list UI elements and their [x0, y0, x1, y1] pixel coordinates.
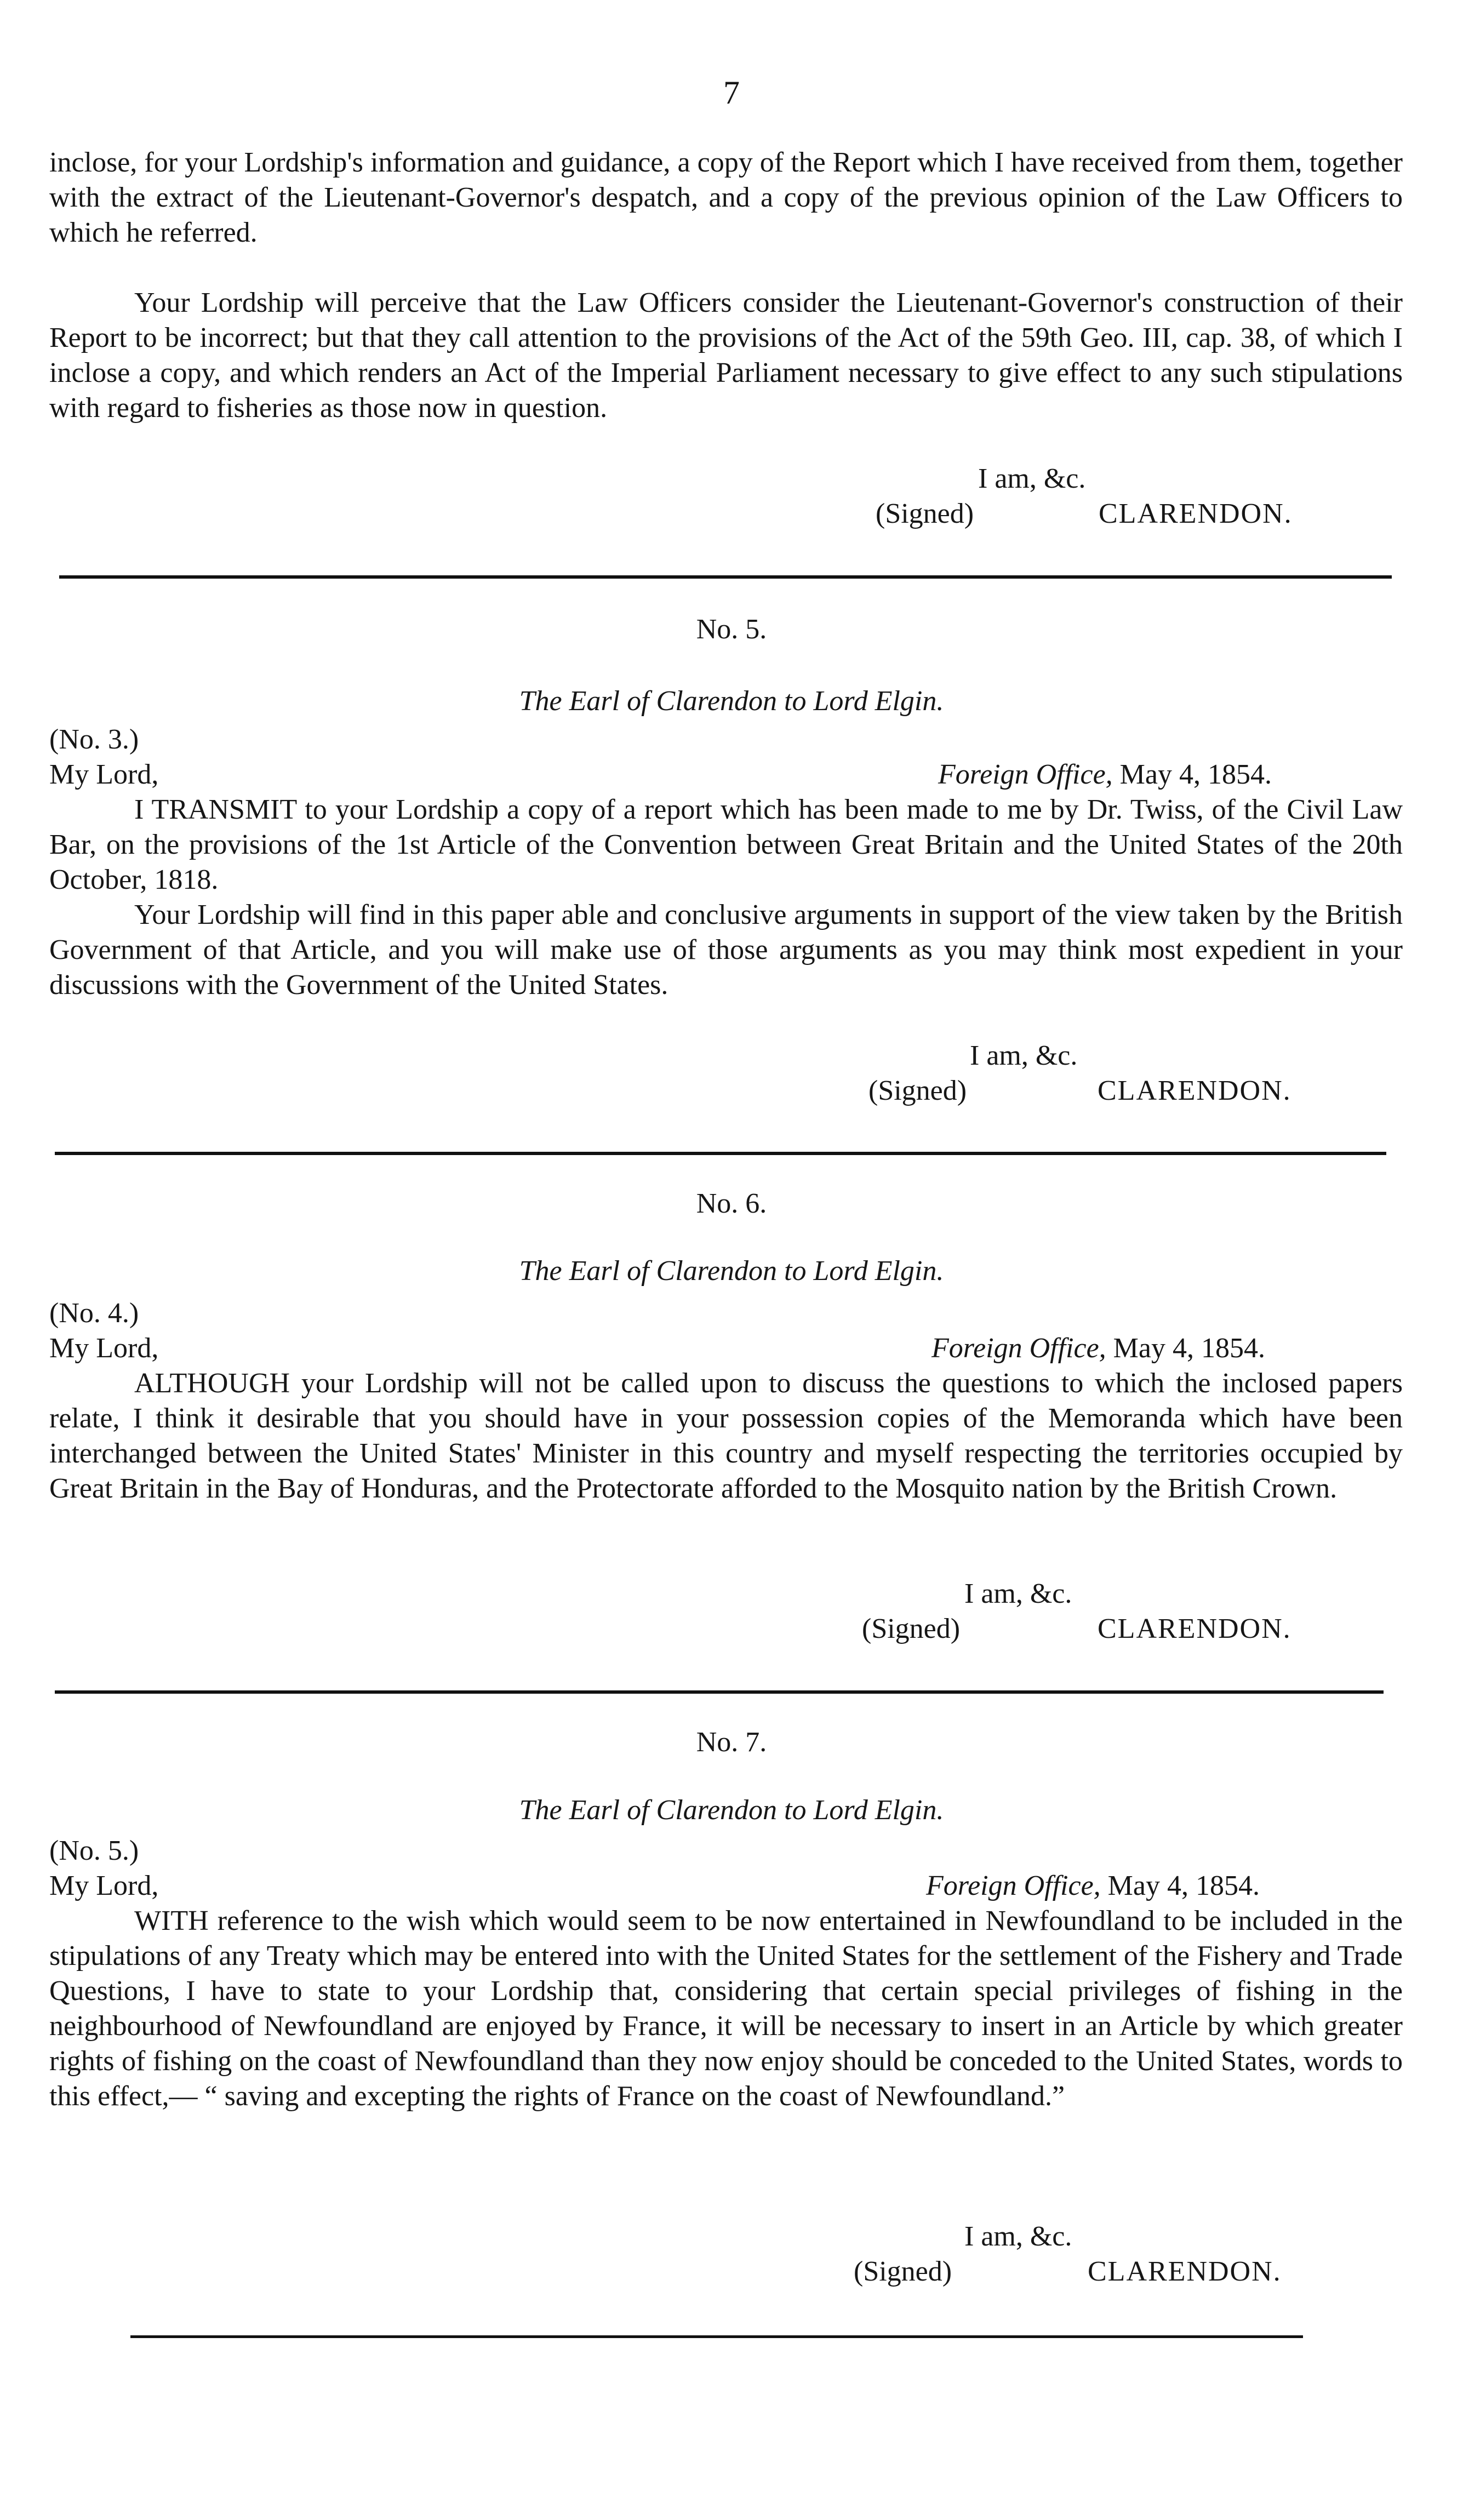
section-divider — [130, 2335, 1303, 2338]
letter-paragraph: ALTHOUGH your Lordship will not be called upon to discuss the questions to which the inclosed papers relate, I think it desirable that you should have in your possession copies of the Memoranda which have been interchanged between the United States' Minister in this country and myself respecting the territories occupied by Great Britain in the Bay of Honduras, and the Protectorate afforded to the Mosquito nation by the British Crown. — [49, 1368, 1403, 1504]
letter-number: No. 7. — [696, 1727, 767, 1758]
signed-label: (Signed) — [854, 2256, 952, 2287]
section-divider — [55, 1152, 1386, 1155]
page-number: 7 — [723, 75, 740, 111]
date: May 4, 1854. — [1107, 1870, 1260, 1901]
salutation: My Lord, — [49, 1870, 159, 1901]
closing: I am, &c. — [964, 1578, 1072, 1609]
signed-label: (Signed) — [868, 1075, 967, 1106]
intro-paragraph: inclose, for your Lordship's information and guidance, a copy of the Report which I have received from them, together with the extract of the Lieutenant-Governor's despatch, and a copy of the previous opinion of the Law Officers to which he referred. — [49, 147, 1403, 248]
signatory: CLARENDON. — [1099, 498, 1293, 529]
closing: I am, &c. — [970, 1040, 1078, 1071]
letter-ref: (No. 5.) — [49, 1835, 139, 1866]
date: May 4, 1854. — [1119, 759, 1272, 790]
place: Foreign Office, — [926, 1870, 1101, 1901]
signatory: CLARENDON. — [1098, 1075, 1291, 1106]
section-divider — [59, 575, 1392, 579]
place: Foreign Office, — [938, 759, 1113, 790]
letter-heading: The Earl of Clarendon to Lord Elgin. — [519, 1255, 944, 1287]
dateline — [926, 1868, 1260, 1904]
section-divider — [55, 1690, 1384, 1694]
place: Foreign Office, — [931, 1333, 1106, 1364]
letter-paragraph: WITH reference to the wish which would seem to be now entertained in Newfoundland to be included in the stipulations of any Treaty which may be entered into with the United States for the settlement of the Fishery and Trade Questions, I have to state to your Lordship that, considering that certain special privileges of fishing in the neighbourhood of Newfoundland are enjoyed by France, it will be necessary to insert in an Article by which greater rights of fishing on the coast of Newfoundland than they now enjoy should be conceded to the United States, words to this effect,— “ saving and excepting the rights of France on the coast of Newfoundland.” — [49, 1905, 1403, 2112]
salutation: My Lord, — [49, 759, 159, 790]
letter-heading: The Earl of Clarendon to Lord Elgin. — [519, 685, 944, 717]
signed-label: (Signed) — [862, 1613, 961, 1644]
signatory: CLARENDON. — [1088, 2256, 1282, 2287]
letter-paragraph: I TRANSMIT to your Lordship a copy of a report which has been made to me by Dr. Twiss, of the Civil Law Bar, on the provisions of the 1st Article of the Convention between Great Britain and the United States of the 20th October, 1818. — [49, 794, 1403, 895]
closing: I am, &c. — [964, 2221, 1072, 2252]
letter-heading: The Earl of Clarendon to Lord Elgin. — [519, 1795, 944, 1826]
salutation: My Lord, — [49, 1333, 159, 1364]
letter-number: No. 6. — [696, 1188, 767, 1219]
dateline — [931, 1331, 1265, 1366]
signatory: CLARENDON. — [1098, 1613, 1291, 1644]
intro-paragraph: Your Lordship will perceive that the Law Officers consider the Lieutenant-Governor's construction of their Report to be incorrect; but that they call attention to the provisions of the Act of the 59th Geo. III, cap. 38, of which I inclose a copy, and which renders an Act of the Imperial Parliament necessary to give effect to any such stipulations with regard to fisheries as those now in question. — [49, 287, 1403, 424]
letter-ref: (No. 3.) — [49, 724, 139, 755]
letter-paragraph: Your Lordship will find in this paper able and conclusive arguments in support of the view taken by the British Government of that Article, and you will make use of those arguments as you may think most expedient in your discussions with the Government of the United States. — [49, 899, 1403, 1001]
signed-label: (Signed) — [876, 498, 974, 529]
closing: I am, &c. — [978, 463, 1086, 494]
dateline — [938, 757, 1272, 792]
letter-ref: (No. 4.) — [49, 1298, 139, 1329]
date: May 4, 1854. — [1113, 1333, 1265, 1364]
letter-number: No. 5. — [696, 614, 767, 645]
